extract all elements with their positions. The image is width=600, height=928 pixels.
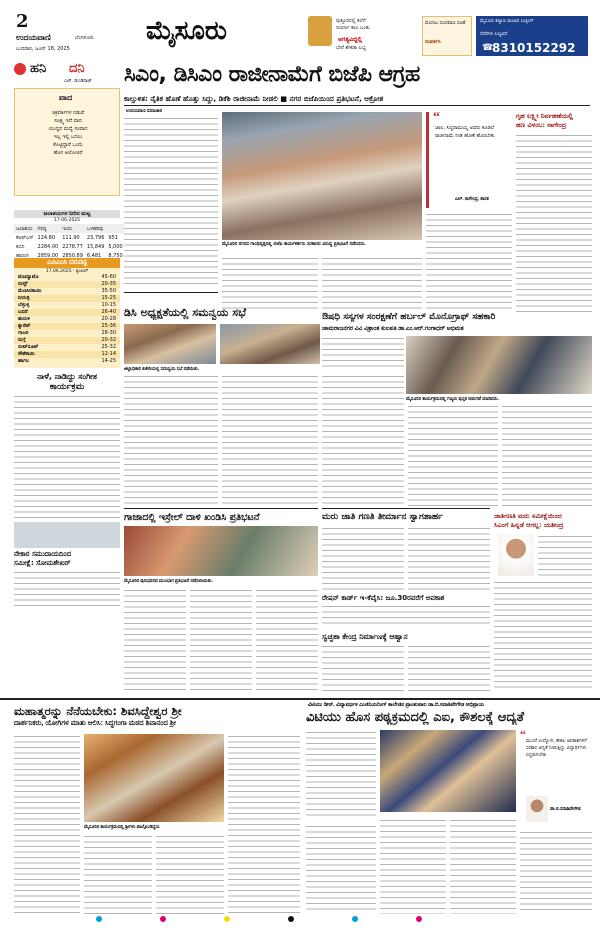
apmc-item: ಬೀಟ್‌ರೂಟ್: [18, 344, 39, 350]
apmc-row: [14, 302, 120, 309]
vtu-photo: [380, 730, 516, 812]
ration-card-headline: ರೇಷನ್ ಕಾರ್ಡ್ ಇ-ಕೆವೈಸಿ: ಜೂ.30ರವರೆಗೆ ಅವಕಾಶ: [322, 594, 445, 602]
lead-protest-photo: [222, 112, 422, 240]
sadashive-gowda-photo: [526, 796, 548, 822]
lead-quote-box: “ ಜಾಲ, ಸಿದ್ದರಾಮಯ್ಯ ಅವರು ಕೂಡಲೆ ರಾಜೀನಾಮೆ ನೀಡಿ ಹೊಣೆ ಹೊರಬೇಕು ಎಲ್. ನಾಗೇಂದ್ರ, ಶಾಸಕ: [426, 112, 512, 208]
apmc-price: 20-28: [101, 316, 116, 322]
apmc-item: ಕ್ಯಾರೆಟ್: [18, 323, 31, 329]
dateline: ಬುಧವಾರ, ಜೂನ್ 18, 2025: [16, 46, 70, 52]
section-title: ಮೈಸೂರು: [146, 16, 227, 46]
medicinal-headline: ಔಷಧಿ ಸಸ್ಯಗಳ ಸಂರಕ್ಷಣೆಗೆ ಹರ್ಬಲ್ ಮೊನೊಗ್ರಾಫ್ ಸಹಕಾರಿ: [322, 312, 496, 322]
bottom-left-subhead: ದಾರ್ಶನಿಕರು, ಯೋಗಿಗಳ ಮಾತು ಆಲಿಸಿ: ಸಿದ್ಧಗಂಗಾ ಮಠದ ಶಿವಾನಂದ ಶ್ರೀ: [14, 720, 177, 727]
lead-byline: ಉದಯವಾಣಿ ಸಮಾಚಾರ: [126, 108, 163, 113]
gaza-protest-photo: [124, 526, 318, 576]
weavers-photo: [14, 522, 120, 548]
poem-box: ವಾದ ಚಕ್ರವರ್ತಿಗಳ ನಡುವೆ ಸೂಕ್ಷ್ಮ ಇದೆ ವಾದ ಯುದ್ಧದ ಮಧ್ಯೆ ಸಂವಾದ ಇಲ್ಲ ಇಲ್ಲಿ ಬದಲು ಕೊಟ್ಟಿದ್ದಾರೆ ಒಂದು ಹೊಸ ಆಲೋಚನೆ: [14, 88, 120, 196]
lead-photo-caption: ಮೈಸೂರಿನ ನಗರದ ಗಾಂಧಿವೃತ್ತದಲ್ಲಿ ಬಿಜೆಪಿ ಕಾರ್ಯಕರ್ತರು ಸರಕಾರದ ವಿರುದ್ಧ ಪ್ರತಿಭಟನೆ ನಡೆಸಿದರು.: [222, 242, 366, 247]
apmc-item: ಮೆಣಸಿನಕಾಯಿ: [18, 288, 42, 294]
apmc-item: ಬದನೆ: [18, 309, 28, 315]
poem-lines: ಚಕ್ರವರ್ತಿಗಳ ನಡುವೆ ಸೂಕ್ಷ್ಮ ಇದೆ ವಾದ ಯುದ್ಧದ ಮಧ್ಯೆ ಸಂವಾದ ಇಲ್ಲ ಇಲ್ಲಿ ಬದಲು ಕೊಟ್ಟಿದ್ದಾರೆ ಒಂದು ಹೊಸ ಆಲೋಚನೆ: [48, 110, 88, 156]
dc-meeting-photo: [124, 324, 216, 364]
ad-banner-1[interactable]: ಪುತ್ತೂರಿನಲ್ಲಿ ಕಲೆಗೆ ಸುವರ್ಣ ಕಾಲ ಬಂತು ಅಗತ್ಯವಿದ್ದಲ್ಲಿ ಬೇರೆ ಶೇಕಡಾ ಲಭ್ಯ: [308, 16, 418, 56]
apmc-price: 45-60: [101, 274, 116, 280]
color-registration-marks: [96, 916, 496, 924]
lead-headline: ಸಿಎಂ, ಡಿಸಿಎಂ ರಾಜೀನಾಮೆಗೆ ಬಿಜೆಪಿ ಆಗ್ರಹ: [124, 62, 420, 87]
apmc-item: ಸೌತೆಕಾಯಿ: [18, 351, 35, 357]
masthead: [0, 0, 600, 56]
apmc-price: 25-36: [101, 323, 116, 329]
apmc-price: 25-32: [101, 344, 116, 350]
apmc-row: [14, 274, 120, 281]
medicinal-photo: [406, 336, 592, 394]
yathindra-article: ಜಾತಿಗಣತಿ ಮರು ಸಮೀಕ್ಷೆಯಿಂದ ಸಿಎಂಗೆ ಹಿನ್ನಡೆ ಆಗಲ್ಲ: ಯತೀಂದ್ರ: [494, 512, 592, 692]
apmc-item: ಬೆಳ್ಳುಳ್ಳಿ: [18, 302, 30, 308]
page-number: 2: [16, 11, 29, 32]
apmc-item: ಹಾಗಲ: [18, 358, 30, 364]
apmc-price: 15-25: [101, 295, 116, 301]
lead-subhead: ಕಾಲ್ತುಳಿತ: ನೈತಿಕ ಹೊಣೆ ಹೊತ್ತು ಸಿದ್ದು, ಡಿಕೆಶಿ ರಾಜೀನಾಮೆ ನೀಡಲಿ ■ ನಗರ ಬಿಜೆಪಿಯಿಂದ ಪ್ರತಿಭಟನೆ, ಆಕ್ರೋಶ: [124, 94, 384, 103]
apmc-price: 20-35: [101, 281, 116, 287]
apmc-row: [14, 337, 120, 344]
weavers-article: ನೇಕಾರ ಸಮುದಾಯದಿಂದ ಸಮೀಕ್ಷೆ: ಸೋಮಶೇಖರ್: [14, 522, 120, 608]
yathindra-photo: [498, 534, 534, 576]
apmc-price: 26-40: [101, 309, 116, 315]
ad-banner-2[interactable]: ಮೊದಲು ದೂರವಾಣಿ ಸಲಹೆ ಸಂಪರ್ಕಿಸಿ: [422, 16, 472, 56]
apmc-item: ಟೊಮ್ಯಾಟೊ: [18, 274, 39, 280]
ad-phone: 8310152292: [492, 41, 576, 55]
water-level-table: ಜಲಾಶಯಗಳ ನೀರಿನ ಮಟ್ಟ 17-06-2025 ಜಲಾಶಯ ಗರಿಷ್ಠ ಇಂದು ಒಳಹರಿವು ಕೆಆರ್‌ಎಸ್ 124.80 111.90 23,796 951 ಕಬಿನಿ 2284.00 2278.77 15,849 5,000 ಹಾರಂಗಿ 2859.00 2850.89 6,481 8,750: [16, 211, 123, 259]
bottom-right-headline: ವಿಟಿಯು ಹೊಸ ಪಠ್ಯಕ್ರಮದಲ್ಲಿ ಎಐ, ಕೌಶಲಕ್ಕೆ ಆದ್ಯತೆ: [306, 710, 524, 725]
sanitation-headline: ಸ್ವಚ್ಛತಾ ಕೇಂದ್ರ ನಿರ್ಮಾಣಕ್ಕೆ ಆಹ್ವಾನ: [322, 632, 408, 641]
bottom-left-photo: [84, 734, 224, 822]
apmc-price-list: ಎಪಿಎಂಸಿ ದರಪಟ್ಟಿ 17.06.2025 · ಕ್ವಿಂಟಲ್ ಟೊಮ್ಯಾಟೊ 45-60 ಬೀನ್ಸ್ 20-35 ಮೆಣಸಿನಕಾಯಿ 35-50 ನೀರುಳ್ಳಿ 15-25 ಬೆಳ್ಳುಳ್ಳಿ 10-15 ಬದನೆ 26-40 ಹುರುಳಿ 20-28 ಕ್ಯಾರೆಟ್ 25-36 ಗಾಜರಿ 28-30 ನುಗ್ಗೆ 20-32 ಬೀಟ್‌ರೂಟ್ 25-32 ಸೌತೆಕಾಯಿ 12-14 ಹಾಗಲ 14-25: [14, 258, 120, 368]
apmc-row: [14, 281, 120, 288]
bottom-left-headline: ಮಹಾತ್ಮರನ್ನು ನೆನೆಯಬೇಕು: ಶಿವಸಿದ್ದೇಶ್ವರ ಶ್ರೀ: [14, 704, 182, 718]
apmc-row: [14, 295, 120, 302]
lead-body-col1: [124, 116, 218, 288]
apmc-row: [14, 288, 120, 295]
vtu-quote-box: “ ಮುಂದೆ ಉದ್ಯೋಗ, ಕೌಶಲ ಅವಕಾಶಗಳಿಗೆ ಸರಕಾರ ಆದ್ಯತೆ ನೀಡುತ್ತಿದ್ದು ವಿದ್ಯಾರ್ಥಿಗಳು ಸಿದ್ಧರಾಗಬೇಕು ಡಾ.ಬಿ.ಸದಾಶಿವೇಗೌಡ: [520, 730, 592, 826]
gruha-lakshmi-article: ಗೃಹ ಲಕ್ಷ್ಮೀ ನಿರ್ವಹಣೆಯಲ್ಲಿ ಹಣ ವಿಳಂಬ: ನಾಗೇಂದ್ರ: [516, 112, 592, 310]
phone-icon: ☎: [482, 43, 494, 53]
dc-meeting-headline: ಡಿಸಿ ಅಧ್ಯಕ್ಷತೆಯಲ್ಲಿ ಸಮನ್ವಯ ಸಭೆ: [124, 306, 247, 319]
apmc-price: 12-14: [101, 351, 116, 357]
dc-meeting-photo-2: [220, 324, 320, 364]
caste-census-headline: ಮರು ಜಾತಿ ಗಣತಿ ತೀರ್ಮಾನ ಸ್ವಾಗತಾರ್ಹ: [322, 512, 443, 522]
apmc-item: ಬೀನ್ಸ್: [18, 281, 28, 287]
apmc-price: 20-32: [101, 337, 116, 343]
apmc-item: ನುಗ್ಗೆ: [18, 337, 26, 343]
apmc-row: [14, 344, 120, 351]
apmc-row: [14, 330, 120, 337]
apmc-price: 28-30: [101, 330, 116, 336]
water-table: ಜಲಾಶಯ ಗರಿಷ್ಠ ಇಂದು ಒಳಹರಿವು ಕೆಆರ್‌ಎಸ್ 124.80 111.90 23,796 951 ಕಬಿನಿ 2284.00 2278.77 15,849 5,000 ಹಾರಂಗಿ 2859.00 2850.89 6,481 8,750: [16, 225, 123, 259]
city-label: ಬೆಂಗಳೂರು: [75, 35, 94, 41]
honey-dani-column: ಹನಿ ದನಿ ಎಚ್. ಡುಂಡಿರಾಜ್ ವಾದ ಚಕ್ರವರ್ತಿಗಳ ನಡುವೆ ಸೂಕ್ಷ್ಮ ಇದೆ ವಾದ ಯುದ್ಧದ ಮಧ್ಯೆ ಸಂವಾದ ಇಲ್ಲ ಇಲ್ಲಿ ಬದಲು ಕೊಟ್ಟಿದ್ದಾರೆ ಒಂದು ಹೊಸ ಆಲೋಚನೆ: [14, 62, 120, 202]
apmc-row: [14, 358, 120, 365]
gaza-headline: ಗಾಜಾದಲ್ಲಿ ಇಸ್ರೇಲ್ ದಾಳಿ ಖಂಡಿಸಿ ಪ್ರತಿಭಟನೆ: [124, 512, 260, 523]
quote-mark-icon: “: [520, 727, 526, 741]
apmc-row: [14, 309, 120, 316]
apmc-row: [14, 323, 120, 330]
medicinal-subhead: ಚಾಮರಾಜನಗರ ವಿವಿ ವಿಶ್ರಾಂತ ಕುಲಪತಿ ಡಾ.ಎಂ.ಆರ್.ಗಂಗಾಧರ್ ಅಭಿಮತ: [322, 326, 464, 332]
apmc-item: ನೀರುಳ್ಳಿ: [18, 295, 30, 301]
apmc-price: 14-25: [101, 358, 116, 364]
ad-banner-3[interactable]: ಮೈಸೂರು ಕಲ್ಯಾಣ ಮಂಟಪ ಬುಕ್ಕಿಂಗ್ ಸೇವೆಗಳು ಲಭ್ಯವಿದೆ ☎ 8310152292: [476, 16, 588, 56]
bottom-right-kicker: ವಿಟಿಯು ಡೀನ್, ವಿದ್ಯಾವರ್ಧಕ ಎಂಜಿನಿಯರಿಂಗ್ ಕಾಲೇಜಿನ ಪ್ರಾಂಶುಪಾಲ ಡಾ.ಬಿ.ಸದಾಶಿವೇಗೌಡ ಅಭಿಪ್ರಾಯ: [308, 702, 484, 708]
apmc-price: 35-50: [101, 288, 116, 294]
paper-name: ಉದಯವಾಣಿ: [16, 33, 51, 42]
apmc-item: ಹುರುಳಿ: [18, 316, 31, 322]
apmc-rows: [14, 274, 120, 365]
honey-logo-icon: [14, 63, 26, 75]
music-program-article: ನಾಳೆ, ನಾಡಿದ್ದು ಸಂಗೀತ ಕಾರ್ಯಕ್ರಮ: [14, 372, 120, 518]
apmc-price: 10-15: [101, 302, 116, 308]
apmc-row: [14, 316, 120, 323]
quote-mark-icon: “: [433, 110, 440, 125]
apmc-row: [14, 351, 120, 358]
apmc-item: ಗಾಜರಿ: [18, 330, 29, 336]
